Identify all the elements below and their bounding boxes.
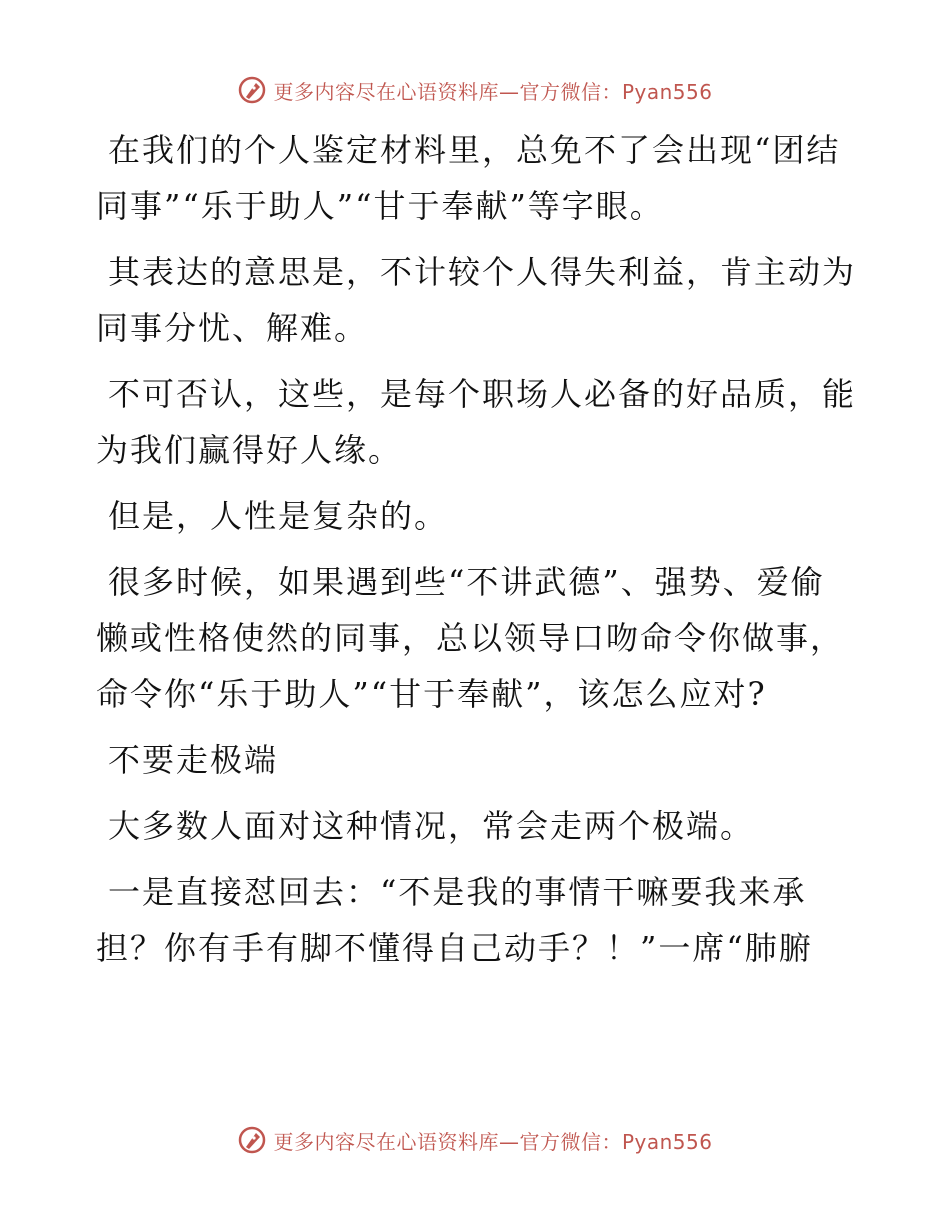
pen-nib-logo-icon xyxy=(237,75,267,105)
header-watermark-text: 更多内容尽在心语资料库—官方微信：Pyan556 xyxy=(273,79,713,104)
paragraph: 但是，人性是复杂的。 xyxy=(108,497,449,535)
document-body xyxy=(96,122,856,986)
paragraph: 不可否认，这些，是每个职场人必备的好品质，能为我们赢得好人缘。 xyxy=(96,375,857,469)
pen-nib-logo-icon xyxy=(237,1125,267,1155)
paragraph: 其表达的意思是，不计较个人得失利益，肯主动为同事分忧、解难。 xyxy=(96,253,857,347)
paragraph: 大多数人面对这种情况，常会走两个极端。 xyxy=(108,807,755,845)
section-heading: 不要走极端 xyxy=(108,741,279,779)
paragraph: 很多时候，如果遇到些“不讲武德”、强势、爱偷懒或性格使然的同事，总以领导口吻命令你做事，命令你“乐于助人”“甘于奉献”，该怎么应对? xyxy=(96,563,845,713)
footer-watermark-text: 更多内容尽在心语资料库—官方微信：Pyan556 xyxy=(273,1129,713,1154)
paragraph: 在我们的个人鉴定材料里，总免不了会出现“团结同事”“乐于助人”“甘于奉献”等字眼。 xyxy=(96,131,841,225)
paragraph: 一是直接怼回去：“不是我的事情干嘛要我来承担？你有手有脚不懂得自己动手？！”一席“肺腑 xyxy=(96,873,813,967)
header-watermark xyxy=(0,70,950,110)
footer-watermark xyxy=(0,1120,950,1160)
